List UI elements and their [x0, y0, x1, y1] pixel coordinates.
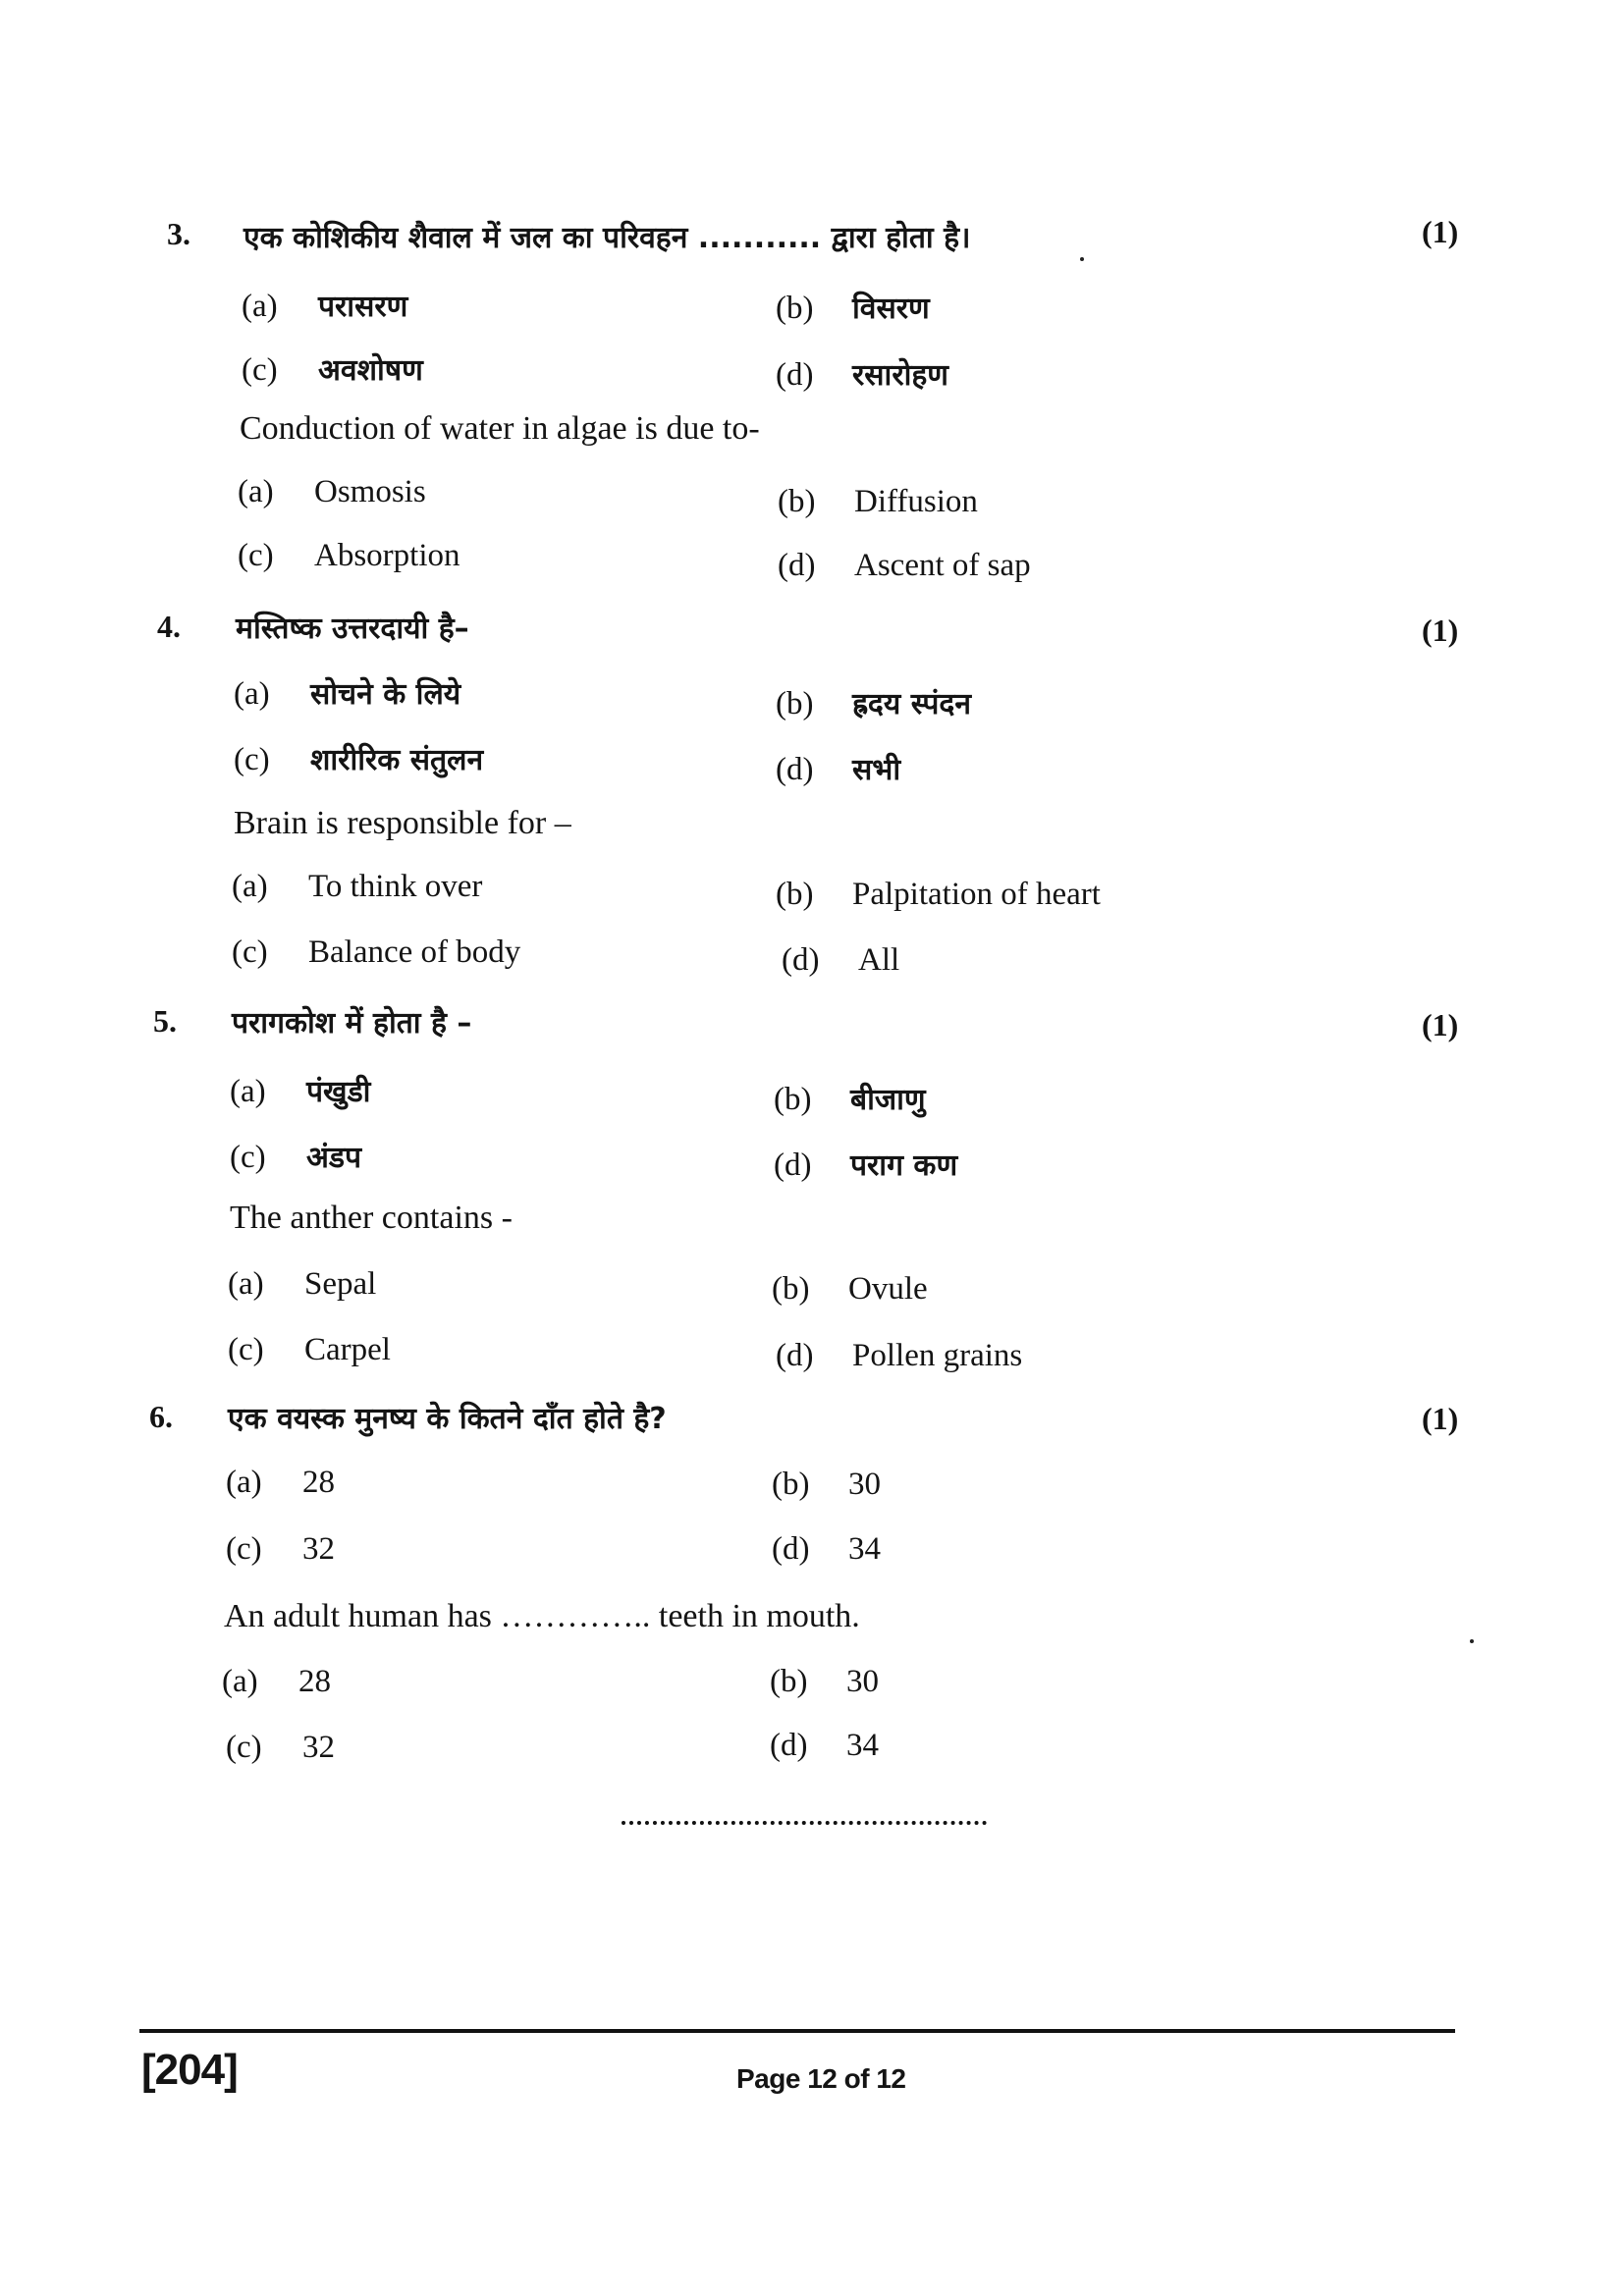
end-of-paper-divider — [622, 1821, 987, 1825]
option-d-english: (d) Ascent of sap — [778, 548, 1031, 583]
option-b-english: (b) Palpitation of heart — [776, 877, 1101, 912]
option-d-english: (d) All — [782, 942, 900, 978]
question-number: 4. — [157, 609, 181, 644]
option-a-hindi: (a) सोचने के लिये — [234, 676, 461, 712]
question-stem-english: Conduction of water in algae is due to- — [240, 410, 760, 447]
question-stem-hindi: एक कोशिकीय शैवाल में जल का परिवहन ........... द्वारा होता है। — [244, 221, 971, 255]
marks-badge: (1) — [1422, 613, 1459, 648]
question-stem-english: The anther contains - — [230, 1200, 513, 1236]
option-a-english: (a) To think over — [232, 869, 483, 904]
footer-rule — [139, 2029, 1455, 2033]
option-b-english: (b) 30 — [770, 1664, 879, 1699]
question-stem-hindi: परागकोश में होता है – — [232, 1006, 472, 1041]
option-c-english: (c) 32 — [226, 1730, 335, 1765]
option-a-english: (a) 28 — [222, 1664, 331, 1699]
option-b-hindi: (b) 30 — [772, 1467, 881, 1502]
option-c-hindi: (c) अंडप — [230, 1140, 362, 1175]
option-c-hindi: (c) 32 — [226, 1531, 335, 1567]
option-c-hindi: (c) शारीरिक संतुलन — [234, 742, 484, 777]
option-c-hindi: (c) अवशोषण — [242, 352, 423, 388]
question-number: 6. — [149, 1399, 173, 1434]
marks-badge: (1) — [1422, 1007, 1459, 1042]
option-d-english: (d) Pollen grains — [776, 1338, 1023, 1373]
option-b-english: (b) Ovule — [772, 1271, 928, 1307]
question-number: 3. — [167, 216, 190, 251]
option-d-hindi: (d) रसारोहण — [776, 357, 948, 393]
option-a-hindi: (a) परासरण — [242, 289, 408, 324]
option-a-hindi: (a) 28 — [226, 1465, 335, 1500]
option-b-english: (b) Diffusion — [778, 484, 978, 519]
question-number: 5. — [153, 1003, 177, 1039]
option-c-english: (c) Absorption — [238, 538, 460, 573]
question-stem-english: An adult human has ………….. teeth in mouth. — [224, 1598, 860, 1634]
paper-code: [204] — [141, 2046, 238, 2094]
question-stem-english: Brain is responsible for – — [234, 805, 571, 841]
scan-speck — [1080, 257, 1084, 261]
option-b-hindi: (b) ह्रदय स्पंदन — [776, 686, 971, 721]
page-indicator: Page 12 of 12 — [736, 2063, 906, 2094]
option-b-hindi: (b) बीजाणु — [774, 1082, 926, 1117]
option-a-english: (a) Osmosis — [238, 474, 426, 509]
option-d-hindi: (d) सभी — [776, 752, 901, 787]
marks-badge: (1) — [1422, 214, 1459, 249]
option-c-english: (c) Carpel — [228, 1332, 391, 1367]
question-stem-hindi: एक वयस्क मुनष्य के कितने दाँत होते है? — [228, 1402, 667, 1436]
question-stem-hindi: मस्तिष्क उत्तरदायी है– — [236, 612, 469, 646]
option-d-hindi: (d) पराग कण — [774, 1148, 958, 1183]
marks-badge: (1) — [1422, 1401, 1459, 1436]
option-a-hindi: (a) पंखुडी — [230, 1074, 371, 1109]
option-a-english: (a) Sepal — [228, 1266, 377, 1302]
option-d-english: (d) 34 — [770, 1728, 879, 1763]
option-d-hindi: (d) 34 — [772, 1531, 881, 1567]
scan-speck — [1470, 1639, 1474, 1643]
option-c-english: (c) Balance of body — [232, 934, 521, 970]
option-b-hindi: (b) विसरण — [776, 291, 930, 326]
